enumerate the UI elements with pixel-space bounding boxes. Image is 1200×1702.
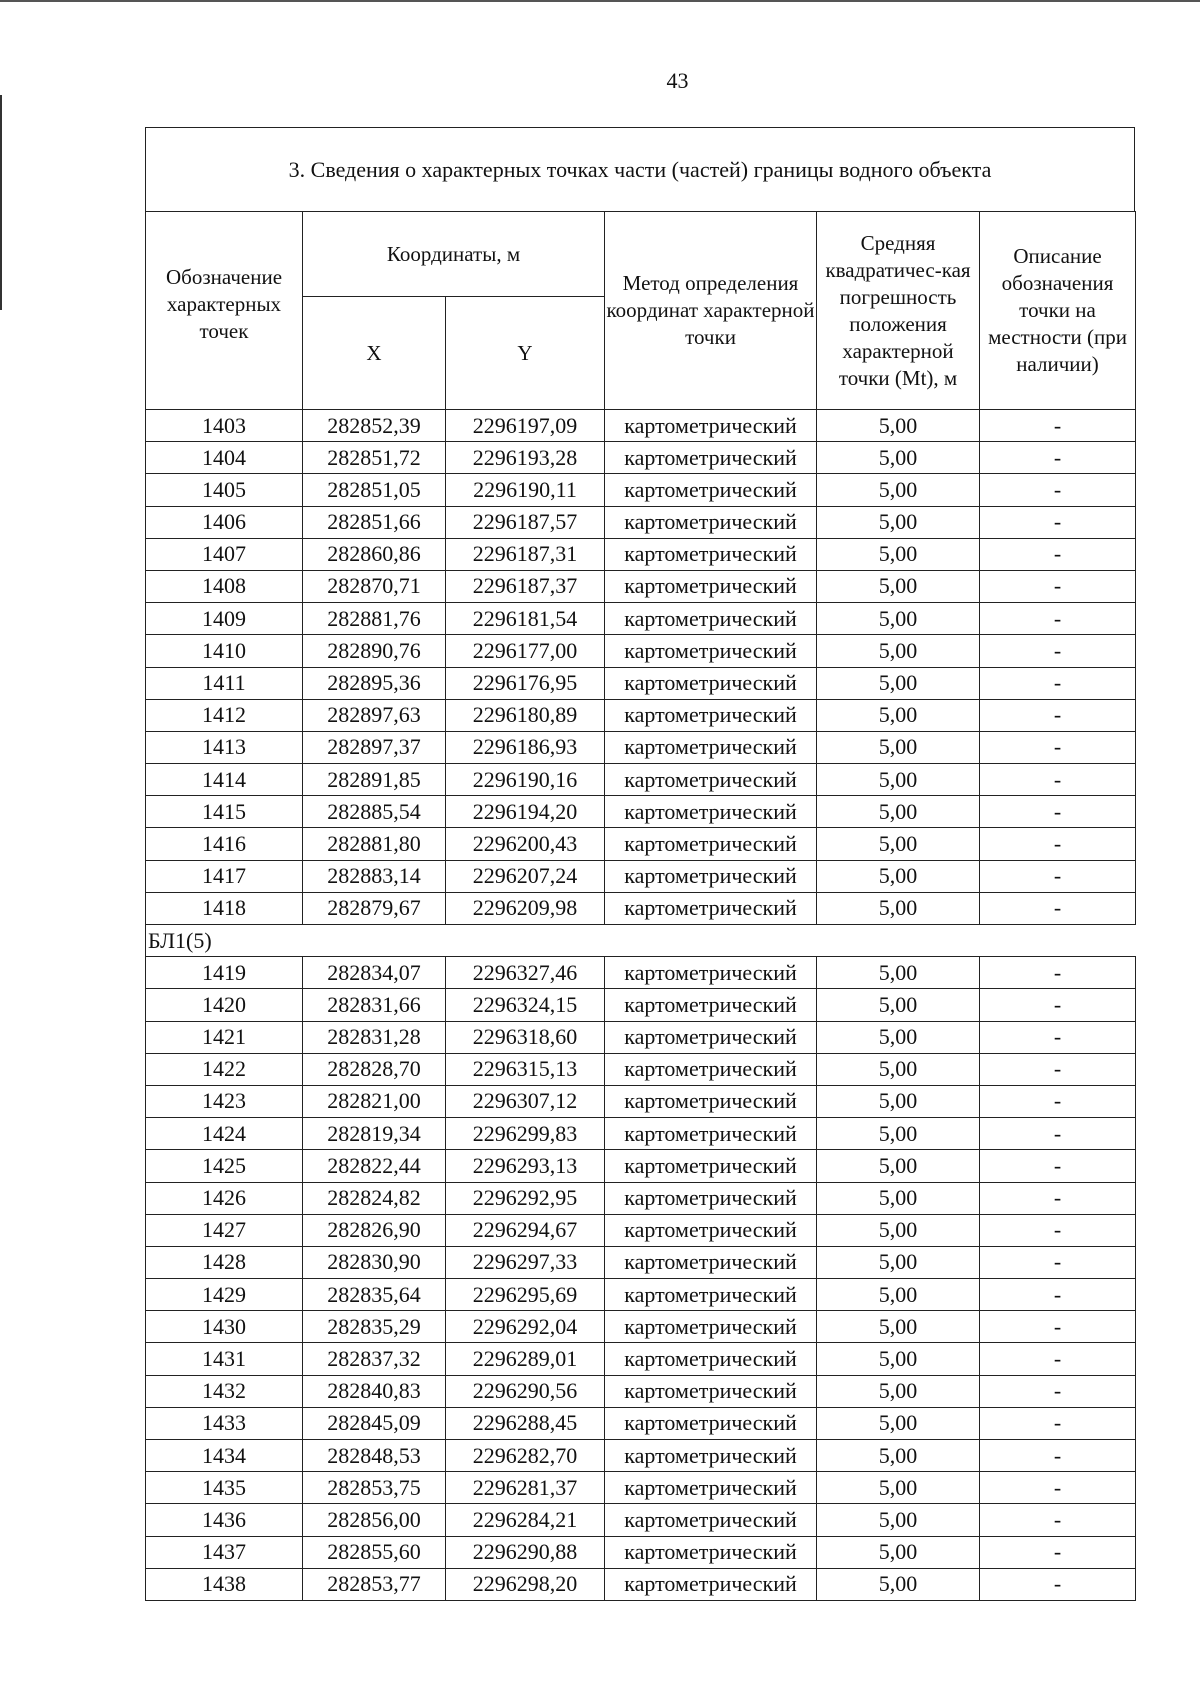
cell-y: 2296289,01 [446, 1343, 605, 1375]
cell-x: 282835,29 [303, 1311, 446, 1343]
cell-y: 2296180,89 [446, 699, 605, 731]
section-title: 3. Сведения о характерных точках части (частей) границы водного объекта [145, 127, 1135, 211]
cell-y: 2296297,33 [446, 1246, 605, 1278]
cell-y: 2296282,70 [446, 1440, 605, 1472]
cell-method: картометрический [605, 506, 817, 538]
cell-description: - [980, 1021, 1136, 1053]
cell-mt: 5,00 [817, 1182, 980, 1214]
cell-description: - [980, 1182, 1136, 1214]
page-number: 43 [666, 68, 689, 93]
section-row [146, 925, 1136, 957]
cell-x: 282819,34 [303, 1118, 446, 1150]
cell-description: - [980, 989, 1136, 1021]
cell-description: - [980, 1440, 1136, 1472]
cell-mt: 5,00 [817, 1311, 980, 1343]
table-row [146, 1279, 1136, 1311]
cell-method: картометрический [605, 1536, 817, 1568]
cell-mt: 5,00 [817, 667, 980, 699]
cell-mt: 5,00 [817, 731, 980, 763]
cell-x: 282881,80 [303, 828, 446, 860]
cell-mt: 5,00 [817, 603, 980, 635]
cell-x: 282821,00 [303, 1085, 446, 1117]
cell-y: 2296292,95 [446, 1182, 605, 1214]
cell-point-id: 1425 [146, 1150, 303, 1182]
cell-description: - [980, 731, 1136, 763]
scan-top-line [0, 0, 1200, 2]
cell-y: 2296298,20 [446, 1568, 605, 1600]
cell-mt: 5,00 [817, 1504, 980, 1536]
table-row [146, 1118, 1136, 1150]
table-row [146, 1440, 1136, 1472]
cell-description: - [980, 538, 1136, 570]
cell-description: - [980, 764, 1136, 796]
cell-mt: 5,00 [817, 1118, 980, 1150]
cell-x: 282851,66 [303, 506, 446, 538]
cell-point-id: 1411 [146, 667, 303, 699]
cell-mt: 5,00 [817, 1085, 980, 1117]
cell-point-id: 1432 [146, 1375, 303, 1407]
cell-mt: 5,00 [817, 828, 980, 860]
cell-y: 2296324,15 [446, 989, 605, 1021]
cell-x: 282860,86 [303, 538, 446, 570]
cell-point-id: 1429 [146, 1279, 303, 1311]
cell-description: - [980, 474, 1136, 506]
table-row [146, 1536, 1136, 1568]
table-row [146, 474, 1136, 506]
cell-description: - [980, 1150, 1136, 1182]
cell-y: 2296327,46 [446, 957, 605, 989]
cell-mt: 5,00 [817, 1053, 980, 1085]
cell-description: - [980, 1504, 1136, 1536]
header-coordinates: Координаты, м [303, 212, 605, 297]
cell-description: - [980, 1118, 1136, 1150]
table-row [146, 506, 1136, 538]
table-row [146, 1568, 1136, 1600]
header-x: X [303, 297, 446, 410]
table-row [146, 1375, 1136, 1407]
table-row [146, 764, 1136, 796]
table-row [146, 1150, 1136, 1182]
cell-method: картометрический [605, 892, 817, 924]
cell-point-id: 1403 [146, 410, 303, 442]
cell-x: 282826,90 [303, 1214, 446, 1246]
cell-method: картометрический [605, 731, 817, 763]
cell-x: 282891,85 [303, 764, 446, 796]
cell-mt: 5,00 [817, 1246, 980, 1278]
cell-description: - [980, 1343, 1136, 1375]
table-row [146, 860, 1136, 892]
cell-method: картометрический [605, 1279, 817, 1311]
table-row [146, 1343, 1136, 1375]
cell-method: картометрический [605, 1407, 817, 1439]
table-row [146, 1182, 1136, 1214]
cell-description: - [980, 828, 1136, 860]
cell-point-id: 1433 [146, 1407, 303, 1439]
cell-point-id: 1423 [146, 1085, 303, 1117]
cell-point-id: 1407 [146, 538, 303, 570]
cell-y: 2296307,12 [446, 1085, 605, 1117]
cell-method: картометрический [605, 1504, 817, 1536]
cell-description: - [980, 1053, 1136, 1085]
cell-description: - [980, 1214, 1136, 1246]
scan-margin-line [0, 95, 2, 310]
cell-y: 2296284,21 [446, 1504, 605, 1536]
table-row [146, 957, 1136, 989]
cell-point-id: 1415 [146, 796, 303, 828]
cell-x: 282831,66 [303, 989, 446, 1021]
cell-mt: 5,00 [817, 957, 980, 989]
table-row [146, 892, 1136, 924]
cell-x: 282830,90 [303, 1246, 446, 1278]
cell-method: картометрический [605, 1246, 817, 1278]
cell-mt: 5,00 [817, 892, 980, 924]
cell-description: - [980, 1568, 1136, 1600]
cell-y: 2296190,16 [446, 764, 605, 796]
table-row [146, 1504, 1136, 1536]
cell-y: 2296290,88 [446, 1536, 605, 1568]
cell-description: - [980, 1407, 1136, 1439]
header-method: Метод определения координат характерной точки [605, 212, 817, 410]
cell-y: 2296177,00 [446, 635, 605, 667]
cell-point-id: 1428 [146, 1246, 303, 1278]
cell-x: 282897,63 [303, 699, 446, 731]
table-row [146, 538, 1136, 570]
cell-y: 2296290,56 [446, 1375, 605, 1407]
header-point: Обозначение характерных точек [146, 212, 303, 410]
cell-description: - [980, 1536, 1136, 1568]
cell-description: - [980, 667, 1136, 699]
cell-point-id: 1418 [146, 892, 303, 924]
cell-y: 2296299,83 [446, 1118, 605, 1150]
table-row [146, 1311, 1136, 1343]
cell-method: картометрический [605, 1214, 817, 1246]
cell-point-id: 1434 [146, 1440, 303, 1472]
cell-x: 282851,72 [303, 442, 446, 474]
cell-description: - [980, 957, 1136, 989]
cell-description: - [980, 410, 1136, 442]
cell-description: - [980, 442, 1136, 474]
cell-x: 282835,64 [303, 1279, 446, 1311]
cell-description: - [980, 1246, 1136, 1278]
table-row [146, 731, 1136, 763]
cell-x: 282837,32 [303, 1343, 446, 1375]
cell-point-id: 1417 [146, 860, 303, 892]
cell-mt: 5,00 [817, 1407, 980, 1439]
cell-point-id: 1404 [146, 442, 303, 474]
table-row [146, 1472, 1136, 1504]
cell-y: 2296315,13 [446, 1053, 605, 1085]
cell-point-id: 1409 [146, 603, 303, 635]
cell-y: 2296181,54 [446, 603, 605, 635]
table-row [146, 699, 1136, 731]
cell-mt: 5,00 [817, 699, 980, 731]
cell-method: картометрический [605, 1150, 817, 1182]
cell-method: картометрический [605, 1472, 817, 1504]
cell-y: 2296288,45 [446, 1407, 605, 1439]
cell-mt: 5,00 [817, 474, 980, 506]
cell-point-id: 1419 [146, 957, 303, 989]
table-row [146, 1246, 1136, 1278]
cell-y: 2296209,98 [446, 892, 605, 924]
cell-description: - [980, 506, 1136, 538]
cell-description: - [980, 796, 1136, 828]
cell-description: - [980, 1085, 1136, 1117]
cell-method: картометрический [605, 1085, 817, 1117]
cell-x: 282852,39 [303, 410, 446, 442]
cell-x: 282828,70 [303, 1053, 446, 1085]
cell-description: - [980, 892, 1136, 924]
table-row [146, 570, 1136, 602]
cell-description: - [980, 570, 1136, 602]
cell-x: 282879,67 [303, 892, 446, 924]
cell-y: 2296295,69 [446, 1279, 605, 1311]
cell-method: картометрический [605, 410, 817, 442]
cell-y: 2296281,37 [446, 1472, 605, 1504]
cell-point-id: 1406 [146, 506, 303, 538]
cell-method: картометрический [605, 1568, 817, 1600]
table-row [146, 1053, 1136, 1085]
table-row [146, 989, 1136, 1021]
table-row [146, 1021, 1136, 1053]
cell-mt: 5,00 [817, 1536, 980, 1568]
cell-mt: 5,00 [817, 442, 980, 474]
table-row [146, 635, 1136, 667]
cell-mt: 5,00 [817, 1343, 980, 1375]
cell-method: картометрический [605, 764, 817, 796]
cell-x: 282845,09 [303, 1407, 446, 1439]
cell-mt: 5,00 [817, 1150, 980, 1182]
cell-method: картометрический [605, 1375, 817, 1407]
cell-y: 2296194,20 [446, 796, 605, 828]
header-description: Описание обозначения точки на местности (при наличии) [980, 212, 1136, 410]
cell-y: 2296294,67 [446, 1214, 605, 1246]
cell-point-id: 1422 [146, 1053, 303, 1085]
cell-method: картометрический [605, 570, 817, 602]
cell-y: 2296176,95 [446, 667, 605, 699]
table-row [146, 796, 1136, 828]
cell-y: 2296187,31 [446, 538, 605, 570]
cell-point-id: 1436 [146, 1504, 303, 1536]
cell-x: 282851,05 [303, 474, 446, 506]
cell-y: 2296293,13 [446, 1150, 605, 1182]
cell-x: 282834,07 [303, 957, 446, 989]
cell-y: 2296197,09 [446, 410, 605, 442]
cell-y: 2296207,24 [446, 860, 605, 892]
cell-x: 282840,83 [303, 1375, 446, 1407]
cell-point-id: 1421 [146, 1021, 303, 1053]
cell-method: картометрический [605, 635, 817, 667]
table-body-second [146, 957, 1136, 1601]
cell-mt: 5,00 [817, 989, 980, 1021]
cell-method: картометрический [605, 860, 817, 892]
cell-y: 2296193,28 [446, 442, 605, 474]
cell-mt: 5,00 [817, 538, 980, 570]
cell-mt: 5,00 [817, 410, 980, 442]
cell-x: 282855,60 [303, 1536, 446, 1568]
cell-point-id: 1430 [146, 1311, 303, 1343]
cell-x: 282831,28 [303, 1021, 446, 1053]
cell-description: - [980, 1279, 1136, 1311]
table-row [146, 603, 1136, 635]
table-row [146, 1085, 1136, 1117]
cell-point-id: 1431 [146, 1343, 303, 1375]
table-row [146, 442, 1136, 474]
cell-y: 2296200,43 [446, 828, 605, 860]
cell-mt: 5,00 [817, 860, 980, 892]
cell-mt: 5,00 [817, 1279, 980, 1311]
points-table [145, 211, 1136, 1601]
table-row [146, 410, 1136, 442]
table-row [146, 1407, 1136, 1439]
cell-x: 282885,54 [303, 796, 446, 828]
section-label: БЛ1(5) [146, 925, 1136, 957]
cell-x: 282897,37 [303, 731, 446, 763]
cell-mt: 5,00 [817, 1472, 980, 1504]
cell-description: - [980, 1311, 1136, 1343]
cell-point-id: 1408 [146, 570, 303, 602]
cell-x: 282824,82 [303, 1182, 446, 1214]
cell-mt: 5,00 [817, 1021, 980, 1053]
cell-y: 2296187,57 [446, 506, 605, 538]
cell-description: - [980, 699, 1136, 731]
cell-point-id: 1416 [146, 828, 303, 860]
cell-mt: 5,00 [817, 506, 980, 538]
cell-method: картометрический [605, 957, 817, 989]
cell-y: 2296318,60 [446, 1021, 605, 1053]
cell-x: 282822,44 [303, 1150, 446, 1182]
cell-x: 282895,36 [303, 667, 446, 699]
cell-description: - [980, 635, 1136, 667]
cell-method: картометрический [605, 442, 817, 474]
cell-mt: 5,00 [817, 1214, 980, 1246]
cell-method: картометрический [605, 1021, 817, 1053]
cell-method: картометрический [605, 538, 817, 570]
cell-y: 2296187,37 [446, 570, 605, 602]
cell-method: картометрический [605, 474, 817, 506]
cell-point-id: 1420 [146, 989, 303, 1021]
cell-method: картометрический [605, 1182, 817, 1214]
cell-y: 2296190,11 [446, 474, 605, 506]
cell-mt: 5,00 [817, 1375, 980, 1407]
cell-method: картометрический [605, 603, 817, 635]
cell-mt: 5,00 [817, 1440, 980, 1472]
cell-x: 282883,14 [303, 860, 446, 892]
cell-method: картометрический [605, 1343, 817, 1375]
cell-point-id: 1413 [146, 731, 303, 763]
cell-method: картометрический [605, 796, 817, 828]
cell-mt: 5,00 [817, 570, 980, 602]
cell-point-id: 1410 [146, 635, 303, 667]
table-row [146, 667, 1136, 699]
table-row [146, 828, 1136, 860]
cell-method: картометрический [605, 989, 817, 1021]
cell-description: - [980, 1472, 1136, 1504]
cell-mt: 5,00 [817, 764, 980, 796]
cell-point-id: 1405 [146, 474, 303, 506]
cell-x: 282853,77 [303, 1568, 446, 1600]
cell-description: - [980, 1375, 1136, 1407]
cell-description: - [980, 603, 1136, 635]
cell-x: 282856,00 [303, 1504, 446, 1536]
cell-x: 282853,75 [303, 1472, 446, 1504]
cell-x: 282848,53 [303, 1440, 446, 1472]
cell-method: картометрический [605, 667, 817, 699]
cell-y: 2296186,93 [446, 731, 605, 763]
header-error: Средняя квадратичес-кая погрешность положения характерной точки (Mt), м [817, 212, 980, 410]
table-body-first [146, 410, 1136, 925]
cell-point-id: 1435 [146, 1472, 303, 1504]
cell-mt: 5,00 [817, 1568, 980, 1600]
cell-method: картометрический [605, 699, 817, 731]
cell-point-id: 1424 [146, 1118, 303, 1150]
cell-method: картометрический [605, 828, 817, 860]
cell-y: 2296292,04 [446, 1311, 605, 1343]
cell-point-id: 1438 [146, 1568, 303, 1600]
cell-x: 282890,76 [303, 635, 446, 667]
cell-x: 282870,71 [303, 570, 446, 602]
cell-method: картометрический [605, 1053, 817, 1085]
cell-method: картометрический [605, 1311, 817, 1343]
cell-point-id: 1412 [146, 699, 303, 731]
cell-method: картометрический [605, 1118, 817, 1150]
table-row [146, 1214, 1136, 1246]
cell-point-id: 1414 [146, 764, 303, 796]
cell-mt: 5,00 [817, 635, 980, 667]
cell-point-id: 1426 [146, 1182, 303, 1214]
cell-point-id: 1437 [146, 1536, 303, 1568]
cell-point-id: 1427 [146, 1214, 303, 1246]
cell-mt: 5,00 [817, 796, 980, 828]
cell-method: картометрический [605, 1440, 817, 1472]
cell-description: - [980, 860, 1136, 892]
header-y: Y [446, 297, 605, 410]
cell-x: 282881,76 [303, 603, 446, 635]
